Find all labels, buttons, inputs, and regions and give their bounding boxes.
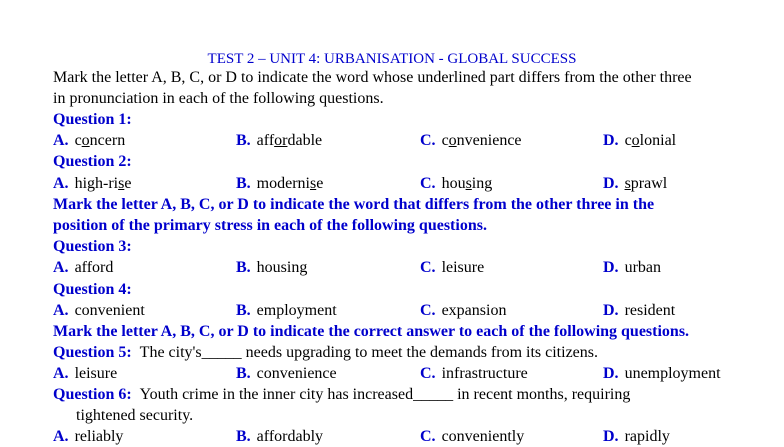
option-letter: D. <box>603 259 619 276</box>
option-letter: D. <box>603 365 619 382</box>
q6-option-c <box>420 427 524 447</box>
q2-b-post: e <box>316 175 324 192</box>
q1-a-post: ncern <box>89 132 126 149</box>
q1-d-underlined: o <box>631 132 640 149</box>
q1-option-d <box>603 131 676 151</box>
option-letter: C. <box>420 259 436 276</box>
instruction-stress-line2: position of the primary stress in each of the following questions. <box>53 217 487 234</box>
q6-b-text: affordably <box>256 428 324 445</box>
option-letter: A. <box>53 132 69 149</box>
question-6-text-continued: tightened security. <box>76 407 194 424</box>
q5-c-text: infrastructure <box>441 365 528 382</box>
q2-c-underlined: s <box>465 175 472 192</box>
option-letter: B. <box>236 132 251 149</box>
q1-d-pre: c <box>624 132 632 149</box>
option-letter: D. <box>603 302 619 319</box>
question-5-text: The city's_____ needs upgrading to meet the demands from its citizens. <box>139 344 598 361</box>
question-6-text: Youth crime in the inner city has increased_____ in recent months, requiring <box>139 386 631 403</box>
q6-option-b <box>236 427 323 447</box>
q2-c-post: ing <box>471 175 493 192</box>
q1-b-pre: aff <box>256 132 275 149</box>
question-6 <box>53 385 630 405</box>
q1-c-pre: c <box>441 132 449 149</box>
q6-option-d <box>603 427 670 447</box>
q2-option-a <box>53 174 131 194</box>
q3-b-text: housing <box>256 259 308 276</box>
q2-d-underlined: s <box>624 175 631 192</box>
q4-option-b <box>236 301 337 321</box>
q3-option-d <box>603 258 661 278</box>
option-letter: A. <box>53 259 69 276</box>
question-4-label: Question 4: <box>53 281 132 298</box>
q4-option-a <box>53 301 145 321</box>
option-letter: D. <box>603 132 619 149</box>
q6-a-text: reliably <box>74 428 124 445</box>
question-5-label: Question 5: <box>53 344 132 361</box>
q4-option-c <box>420 301 506 321</box>
q4-c-text: expansion <box>441 302 507 319</box>
instruction-correct-answer: Mark the letter A, B, C, or D to indicate the correct answer to each of the following questions. <box>53 323 690 340</box>
q4-d-text: resident <box>624 302 676 319</box>
instruction-pronunciation-line2: in pronunciation in each of the following questions. <box>53 90 384 107</box>
question-6-label: Question 6: <box>53 386 132 403</box>
q5-b-text: convenience <box>256 365 337 382</box>
option-letter: B. <box>236 428 251 445</box>
q2-b-underlined: s <box>310 175 317 192</box>
q2-d-post: prawl <box>630 175 668 192</box>
option-letter: C. <box>420 428 436 445</box>
q1-option-c <box>420 131 522 151</box>
option-letter: A. <box>53 175 69 192</box>
option-letter: B. <box>236 365 251 382</box>
q3-d-text: urban <box>624 259 661 276</box>
option-letter: B. <box>236 175 251 192</box>
q1-b-post: dable <box>287 132 323 149</box>
question-5 <box>53 343 598 363</box>
q1-c-underlined: o <box>448 132 457 149</box>
q3-option-a <box>53 258 113 278</box>
q2-a-pre: high-ri <box>74 175 119 192</box>
q6-c-text: conveniently <box>441 428 525 445</box>
q5-option-c <box>420 364 528 384</box>
q5-option-a <box>53 364 117 384</box>
option-letter: D. <box>603 175 619 192</box>
q1-d-post: lonial <box>639 132 677 149</box>
q4-a-text: convenient <box>74 302 145 319</box>
q3-option-c <box>420 258 484 278</box>
q4-b-text: employment <box>256 302 337 319</box>
q2-option-b <box>236 174 323 194</box>
q6-option-a <box>53 427 123 447</box>
q1-a-pre: c <box>74 132 82 149</box>
q1-a-underlined: o <box>81 132 90 149</box>
q2-a-underlined: s <box>118 175 125 192</box>
q5-option-b <box>236 364 337 384</box>
option-letter: A. <box>53 428 69 445</box>
option-letter: C. <box>420 302 436 319</box>
question-2-label: Question 2: <box>53 153 132 170</box>
option-letter: C. <box>420 132 436 149</box>
option-letter: B. <box>236 302 251 319</box>
option-letter: D. <box>603 428 619 445</box>
q1-option-b <box>236 131 322 151</box>
question-1-label: Question 1: <box>53 111 132 128</box>
q3-c-text: leisure <box>441 259 485 276</box>
instruction-pronunciation-line1: Mark the letter A, B, C, or D to indicate the word whose underlined part differs from the other three <box>53 69 692 86</box>
q2-c-pre: hou <box>441 175 466 192</box>
q2-a-post: e <box>124 175 132 192</box>
q4-option-d <box>603 301 675 321</box>
q5-option-d <box>603 364 721 384</box>
option-letter: C. <box>420 365 436 382</box>
q5-d-text: unemployment <box>624 365 721 382</box>
option-letter: C. <box>420 175 436 192</box>
q5-a-text: leisure <box>74 365 118 382</box>
option-letter: A. <box>53 365 69 382</box>
q2-option-c <box>420 174 492 194</box>
q2-b-pre: moderni <box>256 175 310 192</box>
q3-a-text: afford <box>74 259 114 276</box>
option-letter: A. <box>53 302 69 319</box>
q6-d-text: rapidly <box>624 428 670 445</box>
page-title: TEST 2 – UNIT 4: URBANISATION - GLOBAL SUCCESS <box>207 51 577 67</box>
instruction-stress-line1: Mark the letter A, B, C, or D to indicate the word that differs from the other three in the <box>53 196 655 213</box>
q1-option-a <box>53 131 125 151</box>
q1-b-underlined: or <box>274 132 288 149</box>
option-letter: B. <box>236 259 251 276</box>
q2-option-d <box>603 174 667 194</box>
q1-c-post: nvenience <box>456 132 522 149</box>
question-3-label: Question 3: <box>53 238 132 255</box>
q3-option-b <box>236 258 307 278</box>
